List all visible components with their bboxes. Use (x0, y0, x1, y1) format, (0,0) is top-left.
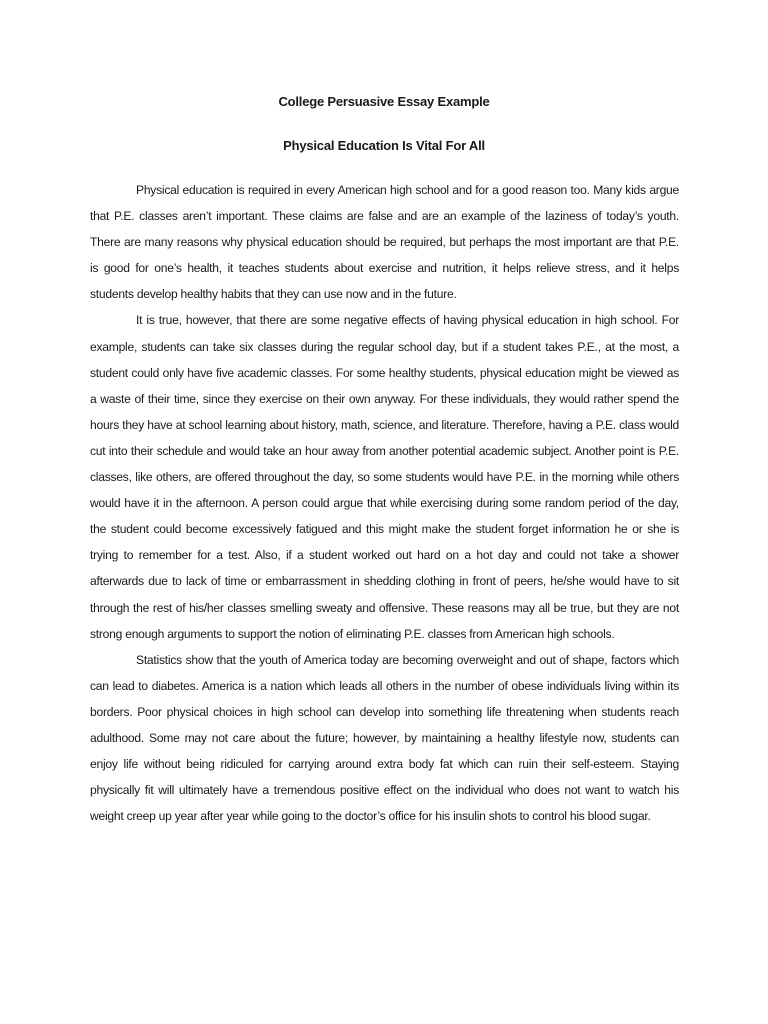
paragraph-statistics: Statistics show that the youth of America today are becoming overweight and out of shape, factors which can lead to diabetes. America is a nation which leads all others in the number of obese individuals living within its borders. Poor physical choices in high school can develop into something life threatening when students reach adulthood. Some may not care about the future; however, by maintaining a healthy lifestyle now, students can enjoy life without being ridiculed for carrying around extra body fat which can ruin their self-esteem. Staying physically fit will ultimately have a tremendous positive effect on the individual who does not want to watch his weight creep up year after year while going to the doctor’s office for his insulin shots to control his blood sugar. (90, 652, 679, 824)
document-title: College Persuasive Essay Example (278, 94, 490, 109)
essay-body (90, 177, 679, 829)
paragraph-counterargument: It is true, however, that there are some negative effects of having physical education in high school. For example, students can take six classes during the regular school day, but if a student takes P.E., at the most, a student could only have five academic classes. For some healthy students, physical education might be viewed as a waste of their time, since they exercise on their own anyway. For these individuals, they would rather spend the hours they have at school learning about history, math, science, and literature. Therefore, having a P.E. class would cut into their schedule and would take an hour away from another potential academic subject. Another point is P.E. classes, like others, are offered throughout the day, so some students would have P.E. in the morning while others would have it in the afternoon. A person could argue that while exercising during some random period of the day, the student could become excessively fatigued and this might make the student forget information he or she is trying to remember for a test. Also, if a student worked out hard on a hot day and could not take a shower afterwards due to lack of time or embarrassment in shedding clothing in front of peers, he/she would have to sit through the rest of his/her classes smelling sweaty and offensive. These reasons may all be true, but they are not strong enough arguments to support the notion of eliminating P.E. classes from American high schools. (90, 313, 679, 641)
paragraph-intro: Physical education is required in every American high school and for a good reason too. Many kids argue that P.E. classes aren’t important. These claims are false and are an example of the laziness of today’s youth. There are many reasons why physical education should be required, but perhaps the most important are that P.E. is good for one’s health, it teaches students about exercise and nutrition, it helps relieve stress, and it helps students develop healthy habits that they can use now and in the future. (90, 183, 679, 302)
essay-title: Physical Education Is Vital For All (283, 138, 485, 153)
